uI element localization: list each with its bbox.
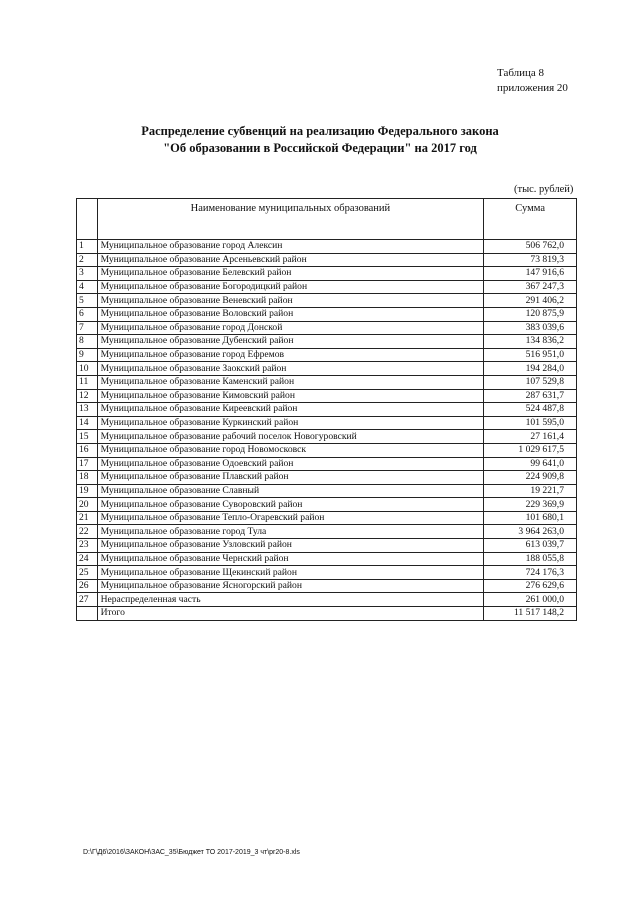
table-row	[77, 539, 577, 553]
row-sum: 194 284,0	[484, 362, 577, 376]
table-number: Таблица 8	[497, 67, 545, 79]
row-sum: 19 221,7	[484, 484, 577, 498]
row-sum: 1 029 617,5	[484, 443, 577, 457]
table-row	[77, 253, 577, 267]
row-name: Муниципальное образование рабочий поселок Новогуровский	[97, 430, 484, 444]
row-name: Муниципальное образование Белевский район	[97, 267, 484, 281]
row-sum: 224 909,8	[484, 471, 577, 485]
row-sum: 506 762,0	[484, 240, 577, 254]
subsidy-table	[76, 198, 577, 621]
row-sum: 613 039,7	[484, 539, 577, 553]
table-row	[77, 552, 577, 566]
row-number: 22	[77, 525, 98, 539]
row-number: 25	[77, 566, 98, 580]
row-name: Муниципальное образование Арсеньевский район	[97, 253, 484, 267]
row-number: 13	[77, 403, 98, 417]
row-sum: 101 595,0	[484, 416, 577, 430]
row-number: 23	[77, 539, 98, 553]
row-number: 27	[77, 593, 98, 607]
row-name: Муниципальное образование город Тула	[97, 525, 484, 539]
row-name: Муниципальное образование Воловский район	[97, 307, 484, 321]
row-number: 4	[77, 280, 98, 294]
title-line-1: Распределение субвенций на реализацию Федерального закона	[141, 124, 499, 138]
row-number: 19	[77, 484, 98, 498]
row-name: Муниципальное образование Тепло-Огаревский район	[97, 511, 484, 525]
row-number: 5	[77, 294, 98, 308]
row-sum: 383 039,6	[484, 321, 577, 335]
row-name: Муниципальное образование Куркинский район	[97, 416, 484, 430]
row-number: 2	[77, 253, 98, 267]
row-sum: 107 529,8	[484, 375, 577, 389]
table-row	[77, 579, 577, 593]
row-sum: 287 631,7	[484, 389, 577, 403]
title-line-2: "Об образовании в Российской Федерации" на 2017 год	[163, 141, 477, 155]
row-sum: 229 369,9	[484, 498, 577, 512]
row-sum: 27 161,4	[484, 430, 577, 444]
table-row	[77, 430, 577, 444]
file-path: D:\Г\Д6\2016\ЗАКОН\ЗАС_35\Бюджет ТО 2017-2019_3 чт\pr20-8.xls	[83, 849, 300, 856]
table-row	[77, 294, 577, 308]
row-number: 8	[77, 335, 98, 349]
row-name: Муниципальное образование Славный	[97, 484, 484, 498]
table-reference	[497, 66, 568, 96]
table-row	[77, 403, 577, 417]
row-number: 10	[77, 362, 98, 376]
row-name: Муниципальное образование город Донской	[97, 321, 484, 335]
row-name: Нераспределенная часть	[97, 593, 484, 607]
row-sum: 524 487,8	[484, 403, 577, 417]
row-sum: 188 055,8	[484, 552, 577, 566]
table-row	[77, 348, 577, 362]
row-name: Муниципальное образование Чернский район	[97, 552, 484, 566]
table-row	[77, 321, 577, 335]
table-header-row	[77, 199, 577, 240]
row-number: 21	[77, 511, 98, 525]
row-sum: 73 819,3	[484, 253, 577, 267]
row-sum: 367 247,3	[484, 280, 577, 294]
row-number: 11	[77, 375, 98, 389]
row-number: 18	[77, 471, 98, 485]
table-row	[77, 307, 577, 321]
table-row	[77, 443, 577, 457]
row-sum: 261 000,0	[484, 593, 577, 607]
table-row	[77, 389, 577, 403]
row-name: Муниципальное образование Узловский район	[97, 539, 484, 553]
table-row	[77, 267, 577, 281]
row-number: 20	[77, 498, 98, 512]
row-number: 12	[77, 389, 98, 403]
header-sum: Сумма	[484, 199, 577, 240]
table-row	[77, 335, 577, 349]
table-row	[77, 593, 577, 607]
table-row	[77, 498, 577, 512]
row-name: Муниципальное образование Ясногорский район	[97, 579, 484, 593]
appendix-number: приложения 20	[497, 82, 568, 94]
table-row	[77, 416, 577, 430]
table-row	[77, 457, 577, 471]
header-name: Наименование муниципальных образований	[97, 199, 484, 240]
row-name: Муниципальное образование Киреевский район	[97, 403, 484, 417]
row-name: Муниципальное образование город Новомосковск	[97, 443, 484, 457]
row-name: Муниципальное образование Плавский район	[97, 471, 484, 485]
row-name: Муниципальное образование Дубенский район	[97, 335, 484, 349]
row-number: 17	[77, 457, 98, 471]
row-name: Муниципальное образование Щекинский район	[97, 566, 484, 580]
row-sum: 147 916,6	[484, 267, 577, 281]
row-number: 9	[77, 348, 98, 362]
row-number: 1	[77, 240, 98, 254]
row-name: Муниципальное образование Одоевский район	[97, 457, 484, 471]
row-name: Муниципальное образование Веневский район	[97, 294, 484, 308]
total-sum: 11 517 148,2	[484, 607, 577, 621]
row-number: 24	[77, 552, 98, 566]
row-number: 6	[77, 307, 98, 321]
header-num	[77, 199, 98, 240]
row-name: Муниципальное образование город Ефремов	[97, 348, 484, 362]
row-number: 16	[77, 443, 98, 457]
row-sum: 516 951,0	[484, 348, 577, 362]
table-row	[77, 484, 577, 498]
row-name: Муниципальное образование город Алексин	[97, 240, 484, 254]
row-name: Муниципальное образование Каменский район	[97, 375, 484, 389]
table-row	[77, 511, 577, 525]
row-name: Муниципальное образование Кимовский район	[97, 389, 484, 403]
row-number: 26	[77, 579, 98, 593]
row-sum: 120 875,9	[484, 307, 577, 321]
table-row	[77, 566, 577, 580]
total-row	[77, 607, 577, 621]
row-number: 14	[77, 416, 98, 430]
row-sum: 276 629,6	[484, 579, 577, 593]
row-sum: 99 641,0	[484, 457, 577, 471]
row-number: 15	[77, 430, 98, 444]
table-row	[77, 280, 577, 294]
row-sum: 291 406,2	[484, 294, 577, 308]
row-name: Муниципальное образование Заокский район	[97, 362, 484, 376]
table-row	[77, 375, 577, 389]
row-name: Муниципальное образование Богородицкий район	[97, 280, 484, 294]
total-label: Итого	[97, 607, 484, 621]
table-row	[77, 240, 577, 254]
units-label: (тыс. рублей)	[514, 184, 574, 195]
row-number: 7	[77, 321, 98, 335]
table-row	[77, 525, 577, 539]
row-sum: 724 176,3	[484, 566, 577, 580]
total-number	[77, 607, 98, 621]
row-sum: 134 836,2	[484, 335, 577, 349]
row-number: 3	[77, 267, 98, 281]
table-row	[77, 471, 577, 485]
row-sum: 3 964 263,0	[484, 525, 577, 539]
table-row	[77, 362, 577, 376]
row-sum: 101 680,1	[484, 511, 577, 525]
row-name: Муниципальное образование Суворовский район	[97, 498, 484, 512]
document-title	[0, 123, 640, 157]
